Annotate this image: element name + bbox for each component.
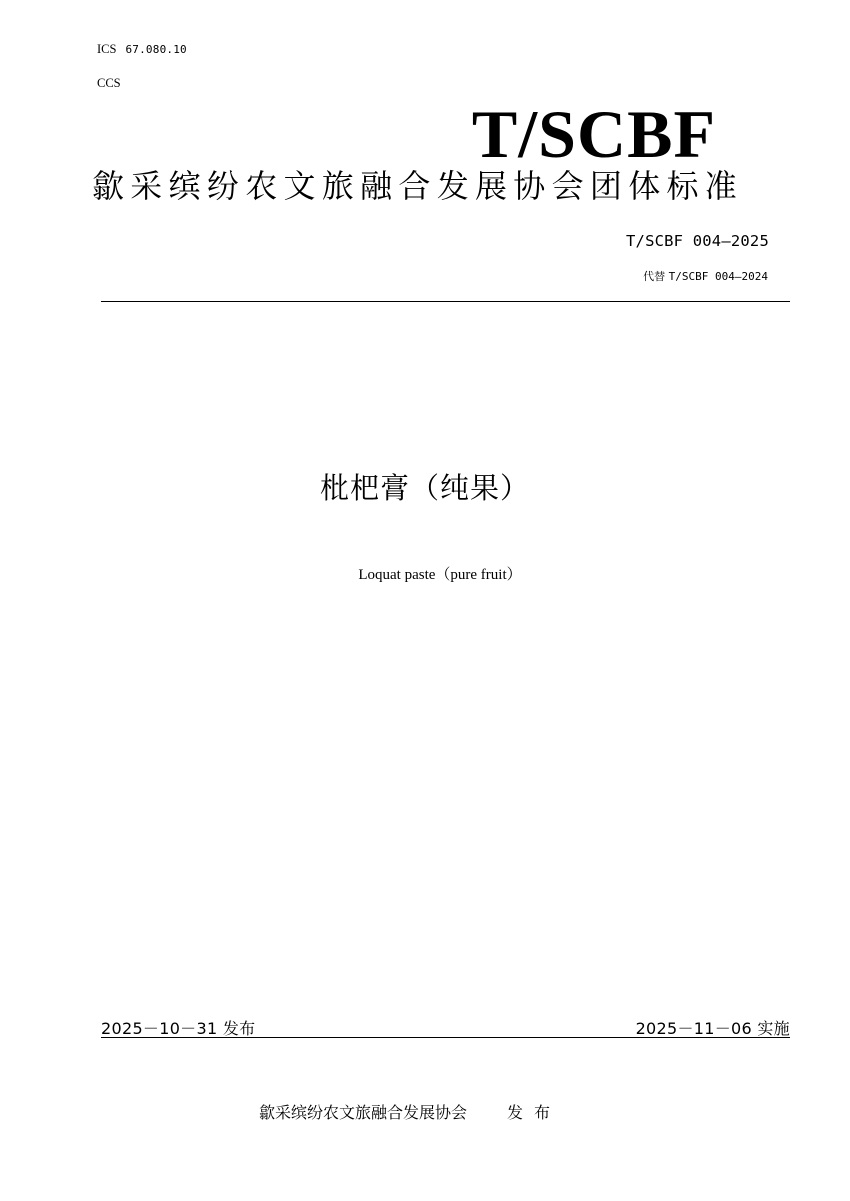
publisher-name: 歙采缤纷农文旅融合发展协会 xyxy=(259,1103,468,1122)
replaces-label: 代替 xyxy=(643,270,666,283)
footer-divider xyxy=(101,1037,790,1038)
standard-number: T/SCBF 004—2025 xyxy=(626,232,769,250)
publish-action: 发布 xyxy=(507,1103,562,1122)
ccs-classification xyxy=(97,76,121,91)
ics-label: ICS xyxy=(97,42,117,56)
ics-classification xyxy=(97,42,187,57)
document-title: 枇杷膏（纯果） xyxy=(319,471,530,505)
replaces-code: T/SCBF 004—2024 xyxy=(668,270,768,283)
organization-standard-title: 歙采缤纷农文旅融合发展协会团体标准 xyxy=(92,167,744,205)
replaces-standard xyxy=(643,268,768,284)
ccs-label: CCS xyxy=(97,76,121,90)
standard-brand-code: T/SCBF xyxy=(471,96,716,172)
document-english-title: Loquat paste（pure fruit） xyxy=(358,567,522,583)
header-divider xyxy=(101,301,790,302)
ics-code: 67.080.10 xyxy=(125,43,187,56)
publisher-line xyxy=(259,1100,561,1123)
publish-date: 2025－10－31 发布 xyxy=(101,1019,256,1038)
effective-date: 2025－11－06 实施 xyxy=(635,1019,790,1038)
